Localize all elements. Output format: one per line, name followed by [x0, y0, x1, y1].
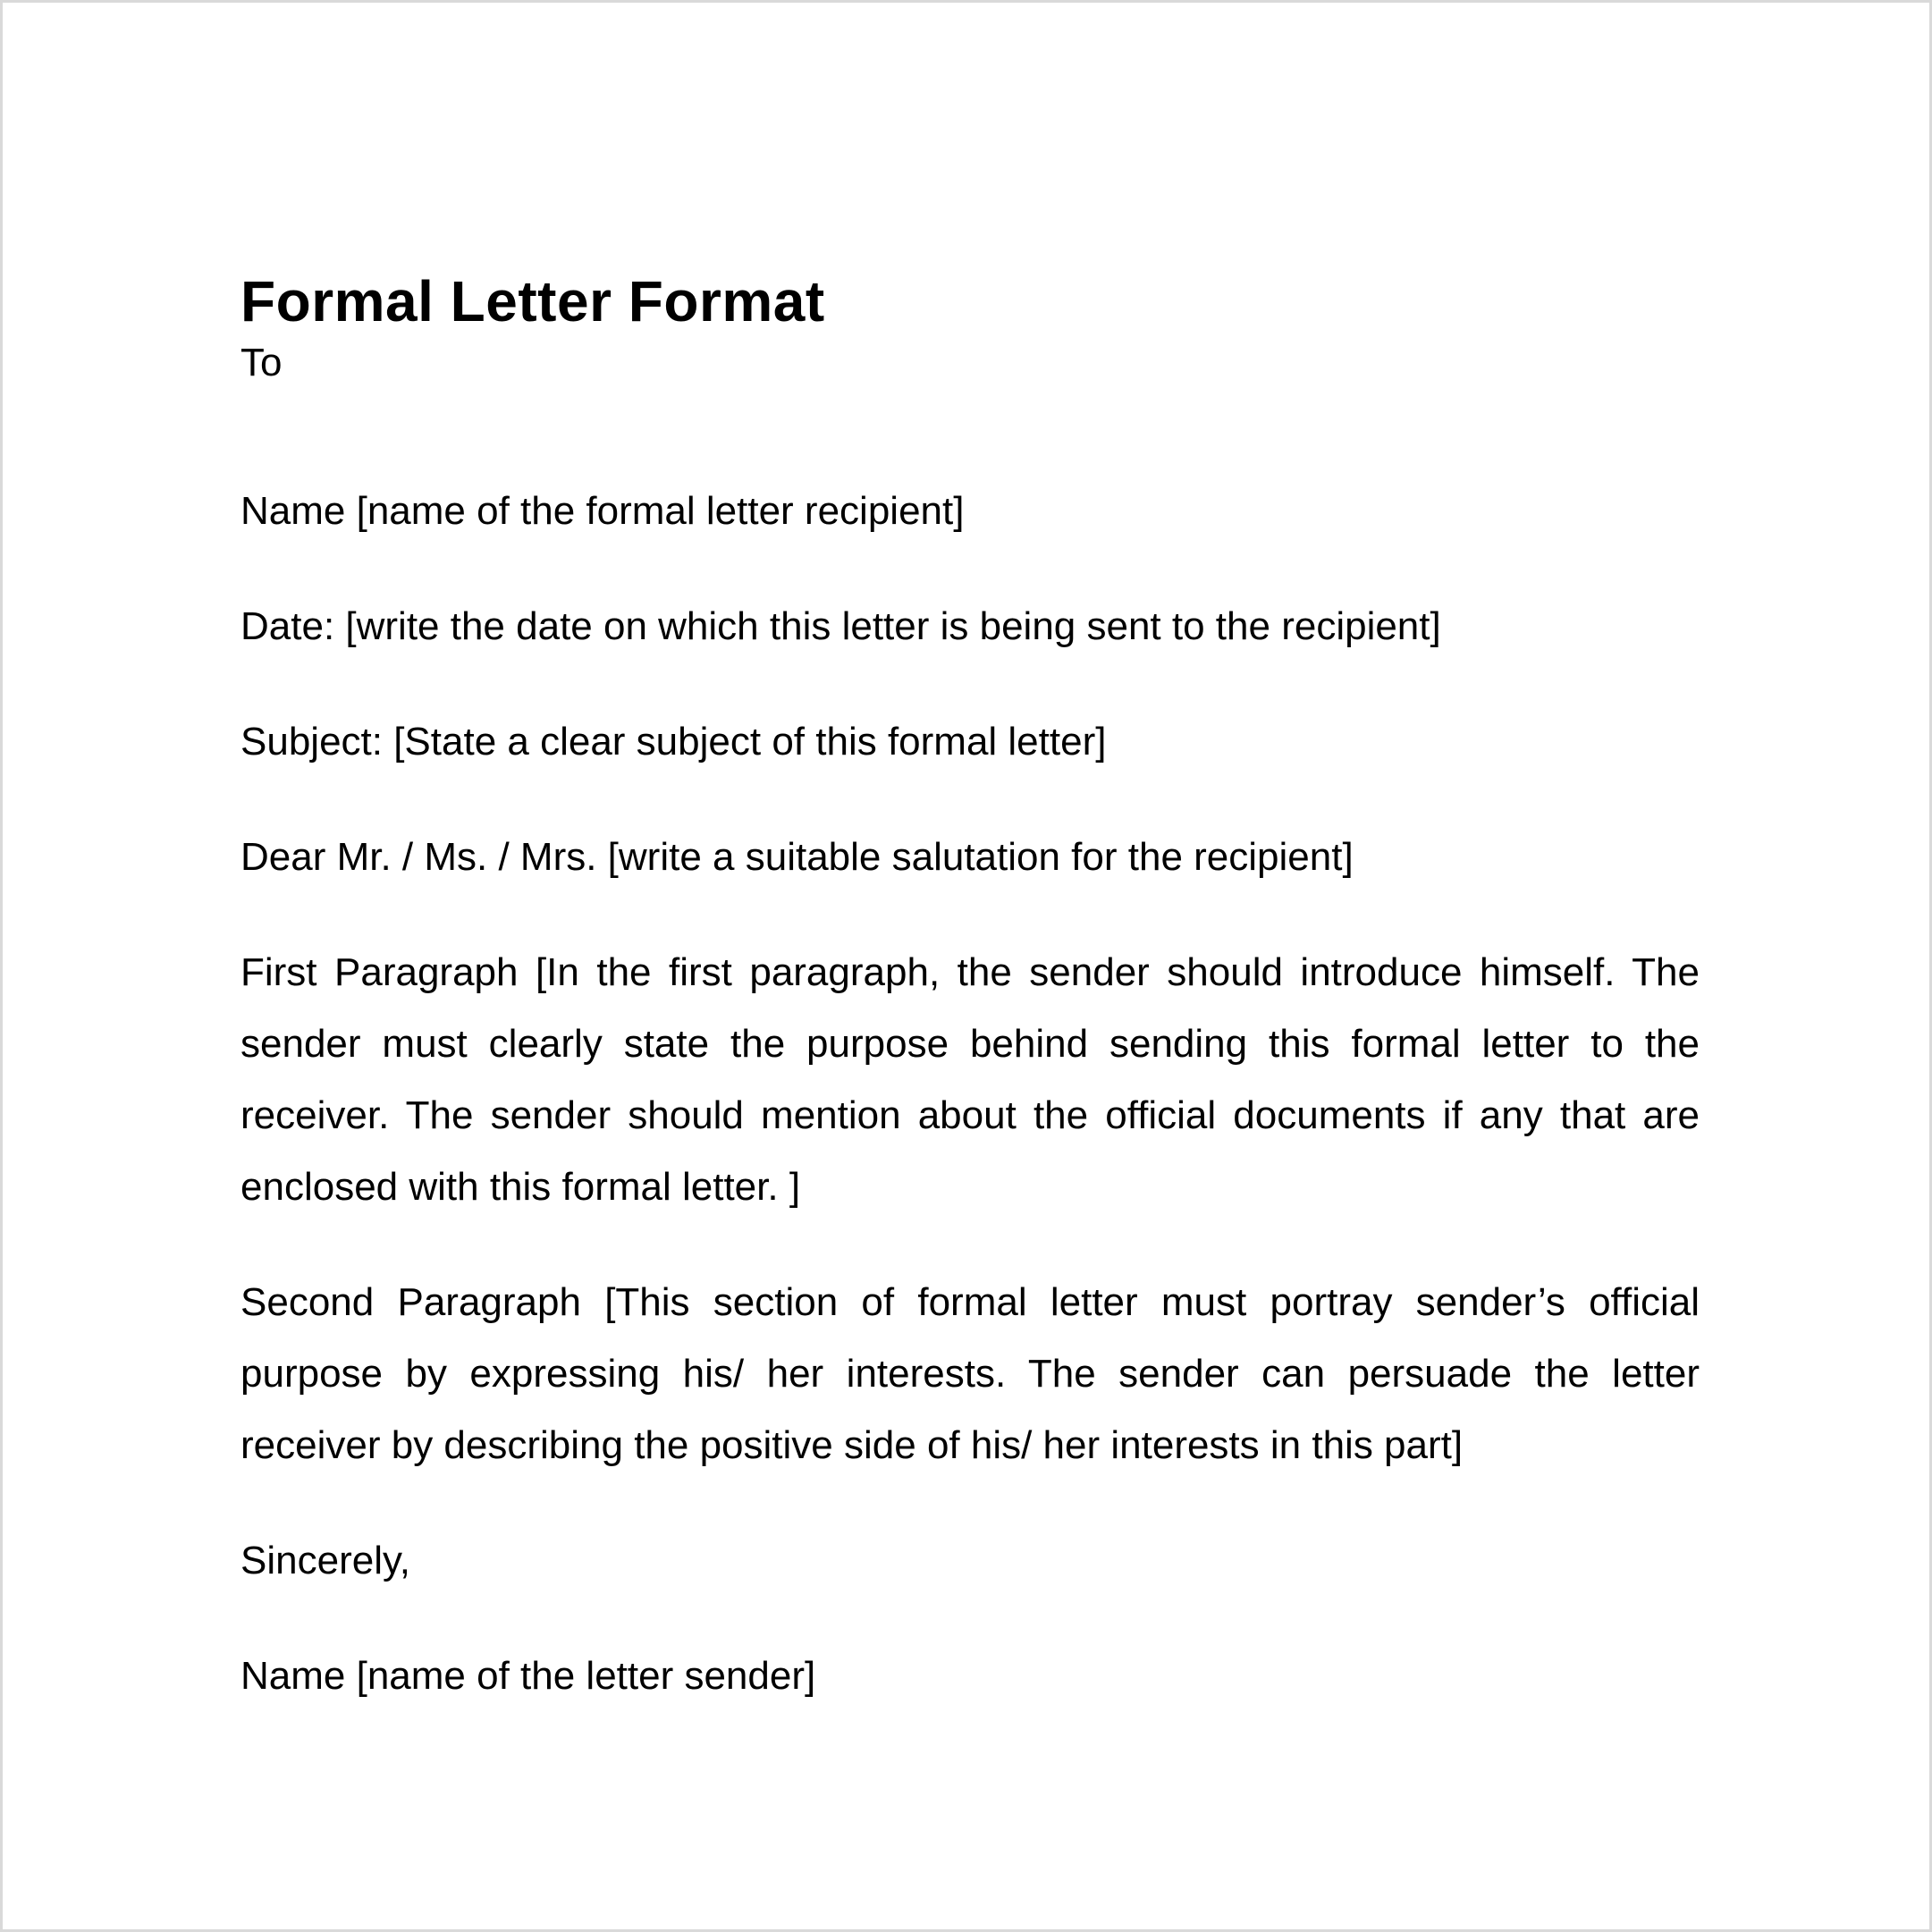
salutation-line: Dear Mr. / Ms. / Mrs. [write a suitable salutation for the recipient] [240, 835, 1354, 879]
second-paragraph: Second Paragraph [This section of formal letter must portray sender’s official purpose by expressing his/ her interests. The sender can persuade the letter receiver by describing the positive side of his/ her interests in this part] [240, 1280, 1700, 1467]
document-title: Formal Letter Format [240, 269, 825, 333]
closing-line: Sincerely, [240, 1539, 410, 1582]
subject-line: Subject: [State a clear subject of this formal letter] [240, 720, 1107, 764]
date-line: Date: [write the date on which this letter is being sent to the recipient] [240, 604, 1441, 648]
recipient-name-line: Name [name of the formal letter recipient] [240, 489, 965, 533]
sender-name-line: Name [name of the letter sender] [240, 1654, 816, 1698]
to-line: To [240, 341, 283, 384]
first-paragraph: First Paragraph [In the first paragraph, the sender should introduce himself. The sender must clearly state the purpose behind sending this formal letter to the receiver. The sender should mention about the official documents if any that are enclosed with this formal letter. ] [240, 950, 1700, 1209]
letter-content [240, 267, 1700, 1712]
